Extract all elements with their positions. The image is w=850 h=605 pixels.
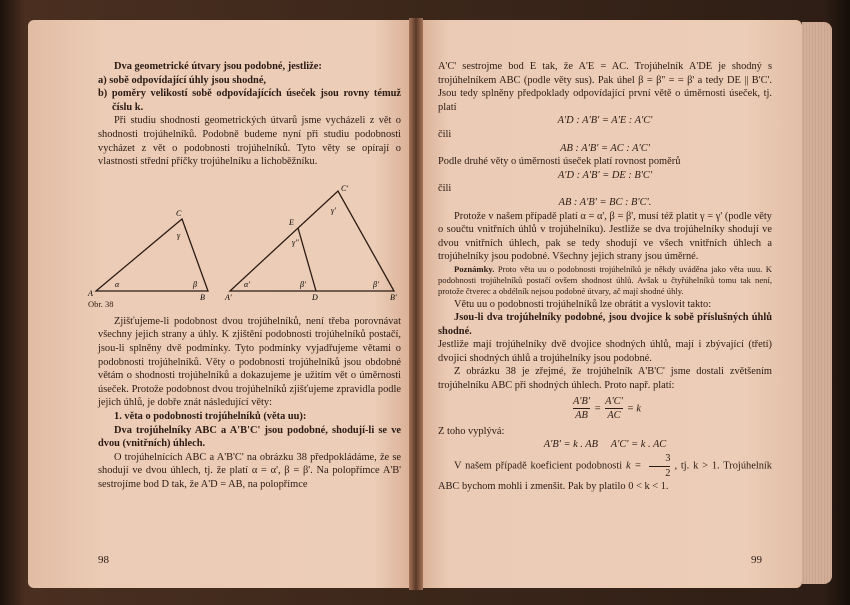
label-b-prime: B' — [390, 292, 397, 302]
left-page — [28, 20, 413, 588]
triangle-abc — [96, 219, 208, 291]
fraction-2-num: A'C' — [605, 395, 623, 410]
fraction-2-den: AC — [607, 410, 621, 422]
equation-2: AB : A'B' = AC : A'C' — [560, 142, 650, 154]
paragraph-ratio: Podle druhé věty o úměrnosti úseček platí rovnost poměrů — [438, 156, 681, 168]
label-a: A — [88, 288, 93, 298]
equation-3: A'D : A'B' = DE : B'C' — [557, 169, 653, 181]
k-fraction — [649, 452, 670, 480]
paragraph-third-pair: Jestliže mají trojúhelníky dvě dvojice shodných úhlů, mají i zbývající (třetí) dvojici shodných úhlů a trojúhelníky jsou podobné. — [438, 339, 772, 364]
condition-b: b) poměry velikostí sobě odpovídajících úseček jsou rovny témuž číslu k. — [98, 88, 401, 113]
label-c: C — [176, 208, 182, 218]
theorem-title: 1. věta o podobnosti trojúhelníků (věta uu): — [114, 410, 307, 422]
word-cili-2: čili — [438, 183, 452, 195]
paragraph-intro: Při studiu shodnosti geometrických útvarů jsme vycházeli z vět o shodnosti trojúhelníků. Podobně budeme nyní při studiu podobnosti vycházet z vět o podobnosti trojúhelníků. Tyto věty se opírají o vlastnosti střední příčky trojúhelníku a lichoběžníku. — [98, 115, 401, 168]
fraction-1 — [573, 395, 590, 423]
condition-a: a) sobě odpovídající úhly jsou shodné, — [98, 74, 267, 86]
paragraph-proof-start: O trojúhelnících ABC a A'B'C' na obrázku 38 předpokládáme, že se shodují ve dvou úhlech, tj. že platí α = α', β = β'. Na polopřímce A'B' sestrojíme bod D tak, že A'D = AB, na polopřímce — [98, 451, 401, 490]
right-page — [418, 20, 802, 588]
fraction-equation: $\frac{A'B'}{AB}$ = $\frac{A'C'}{AC}$ = k — [572, 395, 642, 422]
page-edges — [802, 22, 832, 584]
word-cili-1: čili — [438, 128, 452, 140]
page-number-right: 99 — [751, 554, 762, 566]
label-d: D — [312, 292, 318, 302]
label-a-prime: A' — [225, 292, 232, 302]
k-fraction-den: 2 — [665, 467, 671, 479]
paragraph-conditions-text: Zjišťujeme-li podobnost dvou trojúhelníků, není třeba porovnávat všechny jejich strany a úhly. K zjištění podobnosti trojúhelníků postačí, jsou-li splněny dvě podmínky. Tyto podmínky vyjadřujeme větami o podobnosti trojúhelníků. Věty o podobnosti trojúhelníků jsou obdobné větám o shodnosti trojúhelníků a dokazujeme je užitím vět o úměrnosti úseček. Protože podobnost dvou trojúhelníků zjišťujeme zpravidla podle jejich úhlů, je dobře znát následující věty: — [98, 315, 401, 409]
label-alpha: α — [115, 279, 120, 289]
equation-5: A'B' = k . AB A'C' = k . AC — [543, 439, 667, 451]
coefficient-text-b: , tj. k > 1. Trojúhelník ABC bychom mohli i zmenšit. Pak by platilo 0 < k < 1. — [438, 460, 772, 493]
paragraph-proof-cont: A'C' sestrojme bod E tak, že A'E = AC. Trojúhelník A'DE je shodný s trojúhelníkem ABC (podle věty sus). Pak úhel β = β'' = = β' a tedy DE || B'C'. Jsou tedy splněny předpoklady odpovídající první větě o úměrnosti úseček, tj. platí — [438, 61, 772, 113]
paragraph-converse: Větu uu o podobnosti trojúhelníků lze obrátit a vyslovit takto: — [454, 298, 712, 310]
label-e: E — [289, 217, 294, 227]
paragraph-conditions — [98, 315, 401, 410]
paragraph-consequence: Z toho vyplývá: — [438, 425, 505, 437]
coefficient-text-a: V našem případě koeficient podobnosti — [454, 460, 623, 472]
label-gamma-prime: γ' — [331, 205, 336, 215]
definition-heading: Dva geometrické útvary jsou podobné, jestliže: — [114, 61, 322, 72]
figure-caption: Obr. 38 — [88, 298, 114, 309]
paragraph-enlargement: Z obrázku 38 je zřejmé, že trojúhelník A'B'C' jsme dostali zvětšením trojúhelníku ABC při shodných úhlech. Proto např. platí: — [438, 366, 772, 392]
theorem-converse: Jsou-li dva trojúhelníky podobné, jsou dvojice k sobě příslušných úhlů shodné. — [438, 312, 772, 337]
page-number-left: 98 — [98, 554, 109, 566]
label-alpha-prime: α' — [244, 279, 250, 289]
fraction-1-den: AB — [575, 410, 588, 422]
fraction-rhs: = k — [626, 403, 642, 415]
notes-label: Poznámky. — [454, 263, 495, 274]
label-gamma: γ — [177, 230, 181, 240]
paragraph-angles: Protože v našem případě platí α = α', β = β', musí též platit γ = γ' (podle věty o součtu vnitřních úhlů v trojúhelníku). Jestliže se dva trojúhelníky shodují ve dvou vnitřních úhlech, pak se tedy shodují ve všech vnitřních úhlech a trojúhelníky jsou podobné. Všechny jejich strany jsou úměrné. — [438, 210, 772, 263]
k-fraction-num: 3 — [649, 452, 670, 467]
equation-1: A'D : A'B' = A'E : A'C' — [557, 115, 653, 127]
paragraph-coefficient: V našem případě koeficient podobnosti k = $\frac{3}{2}$ , tj. k > 1. Trojúhelník ABC bychom mohli i zmenšit. Pak by platilo 0 < k < 1. — [438, 453, 772, 493]
theorem-uu: Dva trojúhelníky ABC a A'B'C' jsou podobné, shodují-li se ve dvou (vnitřních) úhlech. — [98, 424, 401, 450]
fraction-2 — [605, 395, 623, 423]
label-beta-prime: β' — [373, 279, 379, 289]
label-beta-double-prime: β' — [300, 279, 306, 289]
similar-triangles-diagram — [60, 183, 397, 308]
fraction-1-num: A'B' — [573, 395, 590, 410]
label-b: B — [200, 292, 205, 302]
notes — [438, 264, 772, 298]
label-c-prime: C' — [341, 183, 349, 193]
book-gutter — [409, 18, 423, 590]
label-beta: β — [193, 279, 197, 289]
equation-4: AB : A'B' = BC : B'C'. — [558, 196, 652, 208]
label-gamma-double-prime: γ'' — [292, 237, 299, 247]
figure-38 — [88, 183, 401, 311]
notes-text: Proto věta uu o podobnosti trojúhelníků je někdy uváděna jako věta uuu. K podobnosti trojúhelníků postačí ovšem shodnost úhlů. Avšak u čtyřúhelníků tomu tak není, protože čtverec a obdélník nejsou podobné útvary, ač mají shodné úhly. — [438, 263, 772, 297]
